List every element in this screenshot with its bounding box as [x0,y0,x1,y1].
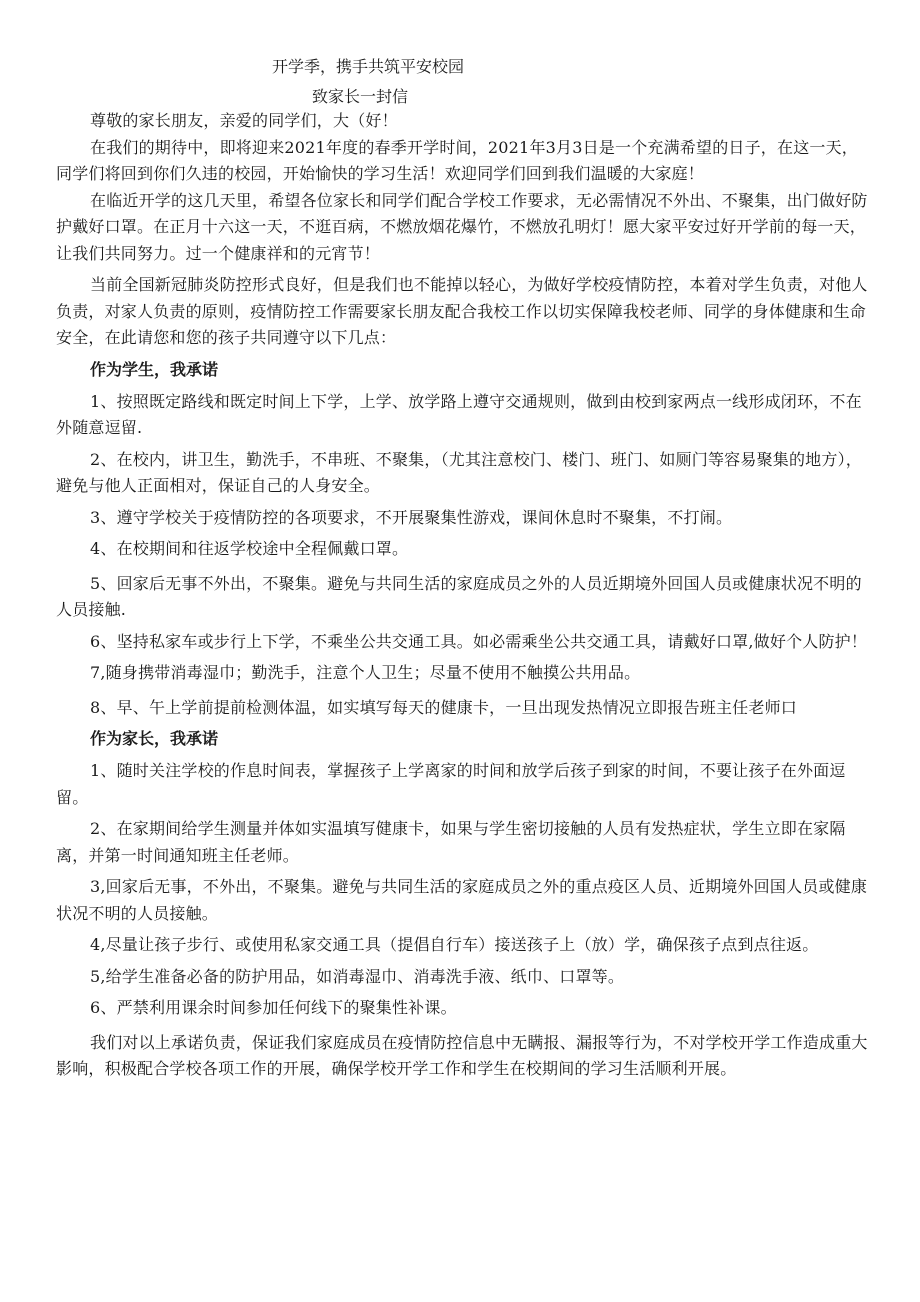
parent-item: 2、在家期间给学生测量并体如实温填写健康卡，如果与学生密切接触的人员有发热症状，学生立即在家隔离，并第一时间通知班主任老师。 [56,819,846,865]
intro-paragraph: 在我们的期待中，即将迎来2021年度的春季开学时间，2021年3月3日是一个充满希望的日子，在这一天，同学们将回到你们久违的校园，开始愉快的学习生活！欢迎同学们回到我们温暖的大家庭！ [56,137,858,183]
parent-item: 6、严禁利用课余时间参加任何线下的聚集性补课。 [90,998,457,1017]
parent-item: 4,尽量让孩子步行、或使用私家交通工具（提倡自行车）接送孩子上（放）学，确保孩子点到点往返。 [90,935,819,954]
intro-paragraph: 当前全国新冠肺炎防控形式良好，但是我们也不能掉以轻心，为做好学校疫情防控，本着对学生负责，对他人负责，对家人负责的原则，疫情防控工作需要家长朋友配合我校工作以切实保障我校老师、同学的身体健康和生命安全，在此请您和您的孩子共同遵守以下几点： [56,275,868,347]
parent-item: 1、随时关注学校的作息时间表，掌握孩子上学离家的时间和放学后孩子到家的时间，不要让孩子在外面逗留。 [56,761,846,807]
student-item: 6、坚持私家车或步行上下学，不乘坐公共交通工具。如必需乘坐公共交通工具，请戴好口罩,做好个人防护！ [90,631,868,651]
parent-item: 5,给学生准备必备的防护用品，如消毒湿巾、消毒洗手液、纸巾、口罩等。 [90,966,625,986]
document-subtitle: 致家长一封信 [312,87,409,106]
letter-document [56,56,868,1083]
student-item: 3、遵守学校关于疫情防控的各项要求，不开展聚集性游戏，课间休息时不聚集，不打闹。 [90,507,733,527]
student-item: 8、早、午上学前提前检测体温，如实填写每天的健康卡，一旦出现发热情况立即报告班主任老师口 [90,697,797,717]
parent-item: 3,回家后无事，不外出，不聚集。避免与共同生活的家庭成员之外的重点疫区人员、近期境外回国人员或健康状况不明的人员接触。 [56,877,868,923]
document-title: 开学季，携手共筑平安校园 [272,57,465,76]
student-item: 7,随身携带消毒湿巾；勤洗手，注意个人卫生；尽量不使用不触摸公共用品。 [90,663,641,682]
greeting: 尊敬的家长朋友，亲爱的同学们，大（好！ [90,111,398,130]
parent-heading: 作为家长，我承诺 [90,729,219,748]
student-item: 2、在校内，讲卫生，勤洗手，不串班、不聚集，（尤其注意校门、楼门、班门、如厕门等容易聚集的地方），避免与他人正面相对，保证自己的人身安全。 [56,449,862,495]
student-item: 5、回家后无事不外出，不聚集。避免与共同生活的家庭成员之外的人员近期境外回国人员或健康状况不明的人员接触. [56,573,862,619]
intro-paragraph: 在临近开学的这几天里，希望各位家长和同学们配合学校工作要求，无必需情况不外出、不聚集，出门做好防护戴好口罩。在正月十六这一天，不逛百病，不燃放烟花爆竹，不燃放孔明灯！愿大家平安过好开学前的每一天，让我们共同努力。过一个健康祥和的元宵节！ [56,190,868,263]
closing-paragraph: 我们对以上承诺负责，保证我们家庭成员在疫情防控信息中无瞒报、漏报等行为，不对学校开学工作造成重大影响，积极配合学校各项工作的开展，确保学校开学工作和学生在校期间的学习生活顺利开展。 [56,1032,868,1078]
student-item: 1、按照既定路线和既定时间上下学，上学、放学路上遵守交通规则，做到由校到家两点一线形成闭环，不在外随意逗留. [56,391,862,437]
student-item: 4、在校期间和往返学校途中全程佩戴口罩。 [90,539,409,558]
student-heading: 作为学生，我承诺 [90,359,219,379]
